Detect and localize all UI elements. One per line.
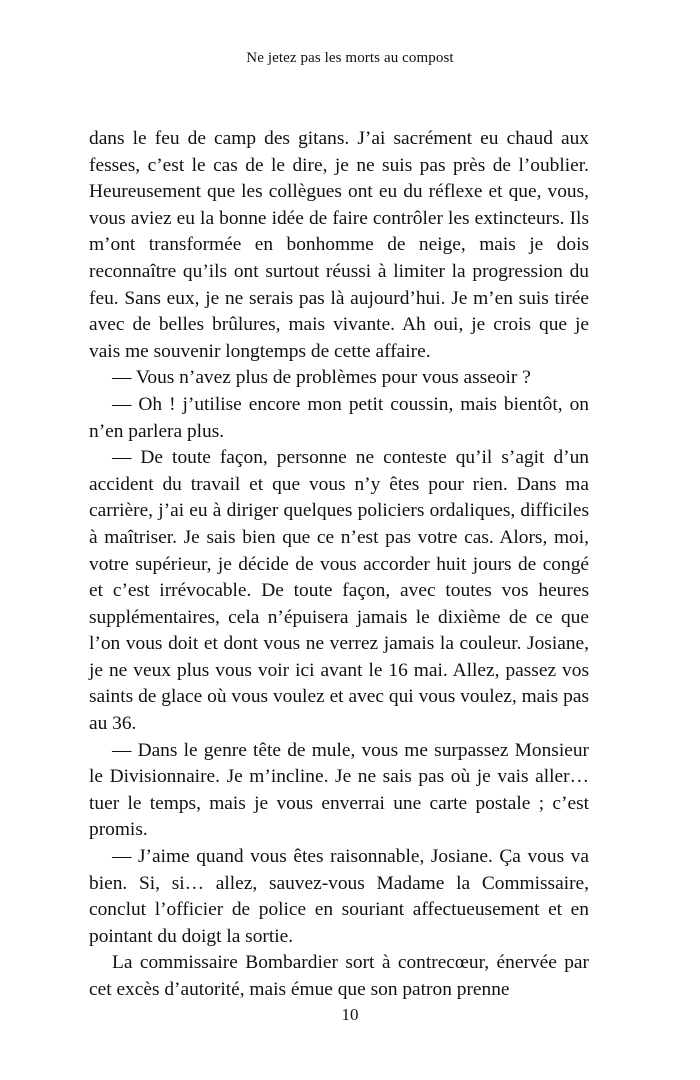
running-header: Ne jetez pas les morts au compost — [246, 50, 454, 66]
paragraph-continuation: dans le feu de camp des gitans. J’ai sacrément eu chaud aux fesses, c’est le cas de le dire, je ne suis pas près de l’oublier. Heureusement que les collègues ont eu du réflexe et que, vous, vous aviez eu la bonne idée de faire contrôler les extincteurs. Ils m’ont transformée en bonhomme de neige, mais je dois reconnaître qu’ils ont surtout réussi à limiter la progression du feu. Sans eux, je ne serais pas là aujourd’hui. Je m’en suis tirée avec de belles brûlures, mais vivante. Ah oui, je crois que je vais me souvenir longtemps de cette affaire. — [89, 128, 589, 362]
paragraph-dialogue-5: — J’aime quand vous êtes raisonnable, Josiane. Ça vous va bien. Si, si… allez, sauvez-vous Madame la Commissaire, conclut l’officier de police en souriant affectueusement et en pointant du doigt la sortie. — [89, 846, 589, 947]
paragraph-dialogue-2: — Oh ! j’utilise encore mon petit coussin, mais bientôt, on n’en parlera plus. — [89, 393, 589, 442]
paragraph-dialogue-1: — Vous n’avez plus de problèmes pour vous asseoir ? — [112, 367, 531, 389]
paragraph-dialogue-4: — Dans le genre tête de mule, vous me surpassez Monsieur le Divisionnaire. Je m’incline. Je ne sais pas où je vais aller… tuer le temps, mais je vous enverrai une carte postale ; c’est promis. — [89, 739, 589, 841]
page-number: 10 — [341, 1005, 359, 1024]
paragraph-dialogue-3: — De toute façon, personne ne conteste qu’il s’agit d’un accident du travail et que vous n’y êtes pour rien. Dans ma carrière, j’ai eu à diriger quelques policiers ordaliques, difficiles à maîtriser. Je sais bien que ce n’est pas votre cas. Alors, moi, votre supérieur, je décide de vous accorder huit jours de congé et c’est irrévocable. De toute façon, avec toutes vos heures supplémentaires, cela n’épuisera jamais le dixième de ce que l’on vous doit et dont vous ne verrez jamais la couleur. Josiane, je ne veux plus vous voir ici avant le 16 mai. Allez, passez vos saints de glace où vous voulez et avec qui vous voulez, mais pas au 36. — [89, 447, 589, 735]
paragraph-narration: La commissaire Bombardier sort à contrecœur, énervée par cet excès d’autorité, mais émue que son patron prenne — [89, 952, 589, 1000]
body-text — [89, 126, 589, 1004]
